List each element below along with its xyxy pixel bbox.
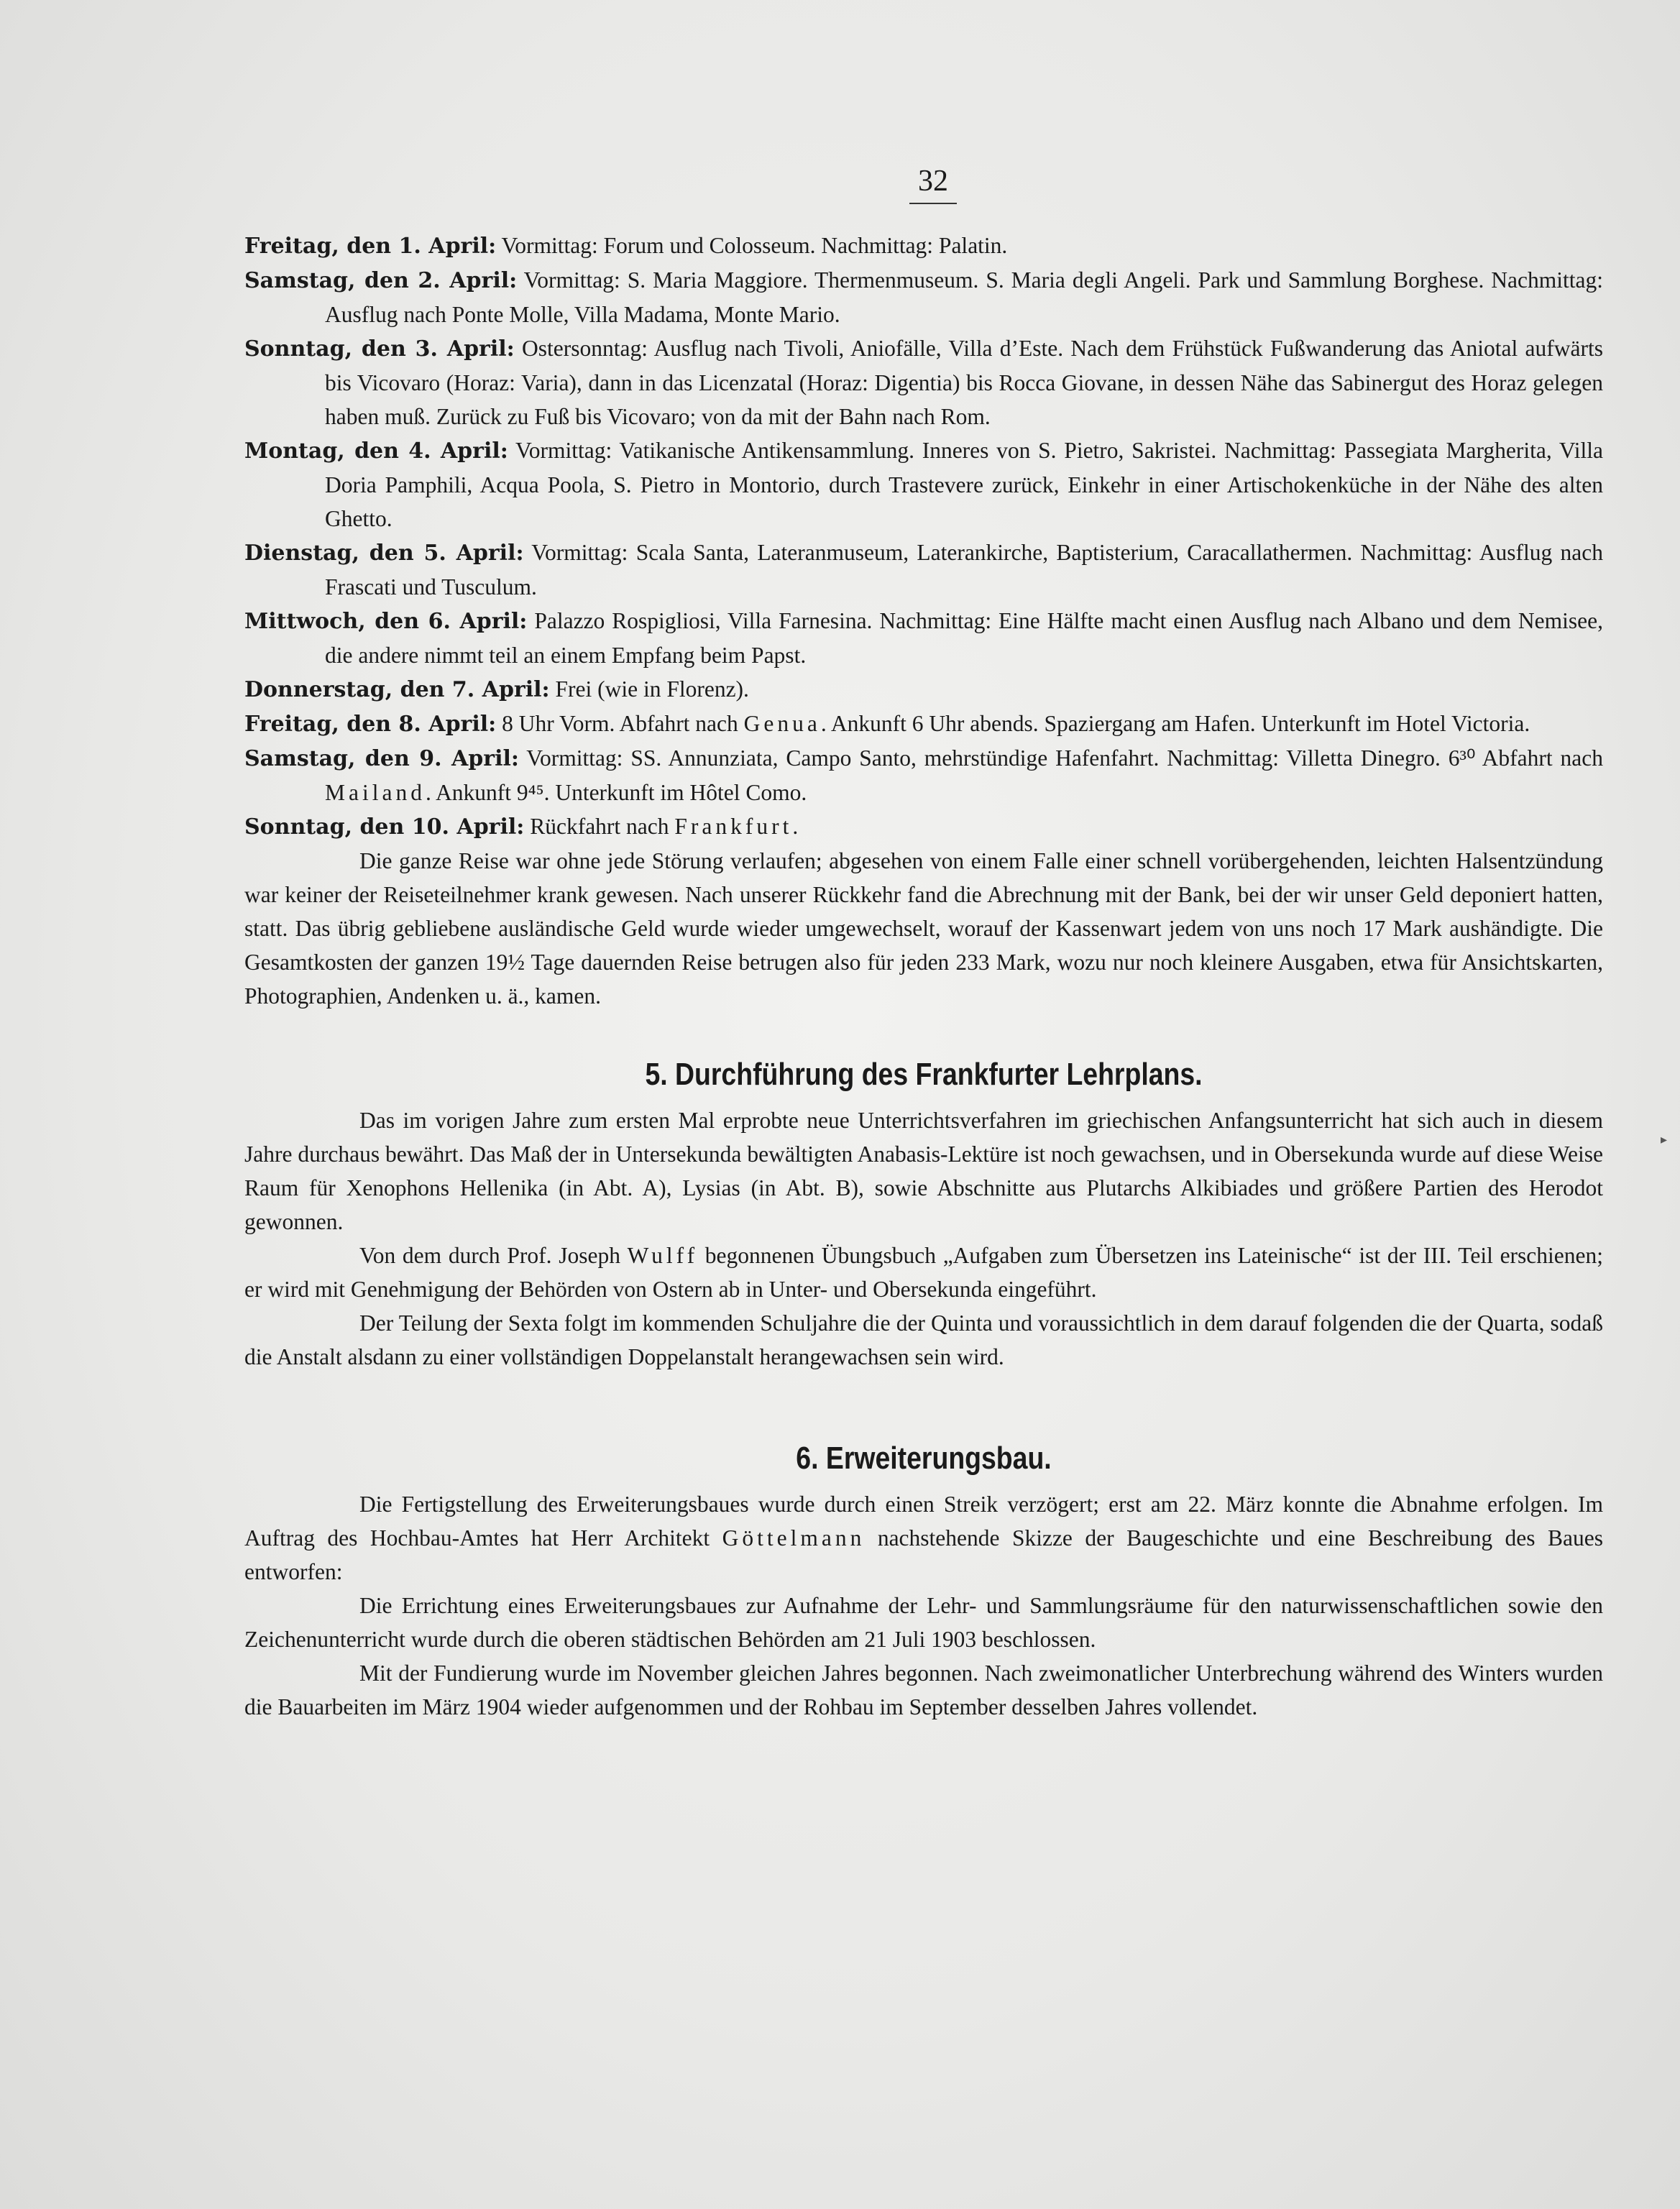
paragraph-text: nachstehende Skizze der Baugeschichte und eine Beschreibung des Baues entworfen:	[244, 1525, 1603, 1584]
itinerary-day: Sonntag, den 3. April:	[244, 336, 515, 362]
itinerary-entry	[244, 536, 1603, 604]
itinerary-list	[244, 229, 1603, 844]
itinerary-entry	[244, 672, 1603, 707]
itinerary-day: Samstag, den 2. April:	[244, 268, 518, 293]
itinerary-day: Freitag, den 1. April:	[244, 234, 497, 259]
section-5-paragraph: Das im vorigen Jahre zum ersten Mal erprobte neue Unterrichtsverfahren im griechischen Anfangsunterricht hat sich auch in diesem Jahre durchaus bewährt. Das Maß der in Untersekunda bewältigten Anabasis-Lektüre ist noch gewachsen, und in Obersekunda wurde auf diese Weise Raum für Xenophons Hellenika (in Abt. A), Lysias (in Abt. B), sowie Abschnitte aus Plutarchs Alkibiades und größere Partien des Herodot gewonnen.	[244, 1108, 1603, 1234]
page-content	[244, 229, 1603, 1724]
paragraph-text: begonnenen Übungsbuch „Aufgaben zum Übersetzen ins Lateinische“ ist der III. Teil erschienen; er wird mit Genehmigung der Behörden von Ostern ab in Unter- und Obersekunda eingeführt.	[244, 1243, 1603, 1302]
itinerary-text: . Ankunft 6 Uhr abends. Spaziergang am Hafen. Unterkunft im Hotel Victoria.	[820, 711, 1530, 736]
itinerary-entry	[244, 433, 1603, 536]
itinerary-place: Frankfurt	[674, 814, 793, 839]
architect-name: Göttelmann	[722, 1525, 866, 1551]
author-name: Wulff	[627, 1243, 699, 1268]
section-6-heading: 6. Erweiterungsbau.	[796, 1441, 1052, 1476]
itinerary-text: Palazzo Rospigliosi, Villa Farnesina. Nachmittag: Eine Hälfte macht einen Ausflug nach Albano und dem Nemisee, die andere nimmt teil an einem Empfang beim Papst.	[325, 608, 1604, 668]
itinerary-text: .	[792, 814, 799, 839]
itinerary-day: Donnerstag, den 7. April:	[244, 677, 550, 702]
section-5-heading: 5. Durchführung des Frankfurter Lehrplans.	[645, 1057, 1203, 1092]
section-6-paragraph	[244, 1487, 1603, 1589]
itinerary-entry	[244, 263, 1603, 331]
itinerary-text: Frei (wie in Florenz).	[555, 676, 749, 702]
itinerary-text: . Ankunft 9⁴⁵. Unterkunft im Hôtel Como.	[425, 780, 807, 805]
itinerary-text: Vormittag: Vatikanische Antikensammlung. Inneres von S. Pietro, Sakristei. Nachmittag: Passegiata Margherita, Villa Doria Pamphili, Acqua Poola, S. Pietro in Montorio, durch Trastevere zurück, Einkehr in einer Artischokenküche in der Nähe des alten Ghetto.	[325, 438, 1603, 531]
itinerary-place: Genua	[743, 711, 821, 736]
itinerary-day: Freitag, den 8. April:	[244, 712, 497, 737]
itinerary-place: Mailand	[325, 780, 426, 805]
itinerary-day: Samstag, den 9. April:	[244, 746, 519, 771]
itinerary-text: Ostersonntag: Ausflug nach Tivoli, Aniofälle, Villa d’Este. Nach dem Frühstück Fußwanderung das Aniotal aufwärts bis Vicovaro (Horaz: Varia), dann in das Licenzatal (Horaz: Digentia) bis Rocca Giovane, in dessen Nähe das Sabinergut des Horaz gelegen haben muß. Zurück zu Fuß bis Vicovaro; von da mit der Bahn nach Rom.	[325, 336, 1603, 429]
section-5-paragraph: Der Teilung der Sexta folgt im kommenden Schuljahre die der Quinta und voraussichtlich in dem darauf folgenden die der Quarta, sodaß die Anstalt alsdann zu einer vollständigen Doppelanstalt herangewachsen sein wird.	[244, 1310, 1603, 1369]
section-5-paragraph	[244, 1239, 1603, 1306]
itinerary-text: 8 Uhr Vorm. Abfahrt nach	[502, 711, 744, 736]
itinerary-entry	[244, 229, 1603, 263]
summary-paragraph: Die ganze Reise war ohne jede Störung verlaufen; abgesehen von einem Falle einer schnell vorübergehenden, leichten Halsentzündung war keiner der Reiseteilnehmer krank gewesen. Nach unserer Rückkehr fand die Abrechnung mit der Bank, bei der wir unser Geld deponiert hatten, statt. Das übrig gebliebene ausländische Geld wurde wieder umgewechselt, worauf der Kassenwart jedem von uns noch 17 Mark aushändigte. Die Gesamtkosten der ganzen 19½ Tage dauernden Reise betrugen also für jeden 233 Mark, wozu nur noch kleinere Ausgaben, etwa für Ansichtskarten, Photographien, Andenken u. ä., kamen.	[244, 848, 1603, 1009]
itinerary-entry	[244, 707, 1603, 741]
itinerary-entry	[244, 809, 1603, 844]
itinerary-text: Vormittag: Forum und Colosseum. Nachmittag: Palatin.	[501, 233, 1008, 258]
itinerary-entry	[244, 604, 1603, 672]
section-6-paragraph: Mit der Fundierung wurde im November gleichen Jahres begonnen. Nach zweimonatlicher Unterbrechung während des Winters wurden die Bauarbeiten im März 1904 wieder aufgenommen und der Rohbau im September desselben Jahres vollendet.	[244, 1661, 1603, 1719]
itinerary-entry	[244, 741, 1603, 809]
itinerary-day: Dienstag, den 5. April:	[244, 541, 524, 566]
itinerary-text: Vormittag: SS. Annunziata, Campo Santo, mehrstündige Hafenfahrt. Nachmittag: Villetta Dinegro. 6³⁰ Abfahrt nach	[526, 745, 1603, 771]
itinerary-text: Rückfahrt nach	[530, 814, 675, 839]
itinerary-day: Montag, den 4. April:	[244, 438, 508, 464]
section-6-paragraph: Die Errichtung eines Erweiterungsbaues zur Aufnahme der Lehr- und Sammlungsräume für den naturwissenschaftlichen sowie den Zeichenunterricht wurde durch die oberen städtischen Behörden am 21 Juli 1903 beschlossen.	[244, 1593, 1603, 1652]
itinerary-day: Sonntag, den 10. April:	[244, 814, 525, 840]
itinerary-text: Vormittag: Scala Santa, Lateranmuseum, Laterankirche, Baptisterium, Caracallathermen. Nachmittag: Ausflug nach Frascati und Tusculum.	[325, 540, 1603, 600]
margin-mark: ▸	[1660, 1132, 1667, 1147]
itinerary-day: Mittwoch, den 6. April:	[244, 609, 528, 634]
itinerary-text: Vormittag: S. Maria Maggiore. Thermenmuseum. S. Maria degli Angeli. Park und Sammlung Borghese. Nachmittag: Ausflug nach Ponte Molle, Villa Madama, Monte Mario.	[325, 267, 1604, 327]
paragraph-text: Die Fertigstellung des Erweiterungsbaues wurde durch einen Streik verzögert; erst am 22. März konnte die Abnahme erfolgen. Im Auftrag des Hochbau-Amtes hat Herr Architekt	[244, 1492, 1603, 1551]
itinerary-entry	[244, 331, 1603, 433]
paragraph-text: Von dem durch Prof. Joseph	[359, 1243, 628, 1268]
page-number: 32	[909, 164, 957, 204]
